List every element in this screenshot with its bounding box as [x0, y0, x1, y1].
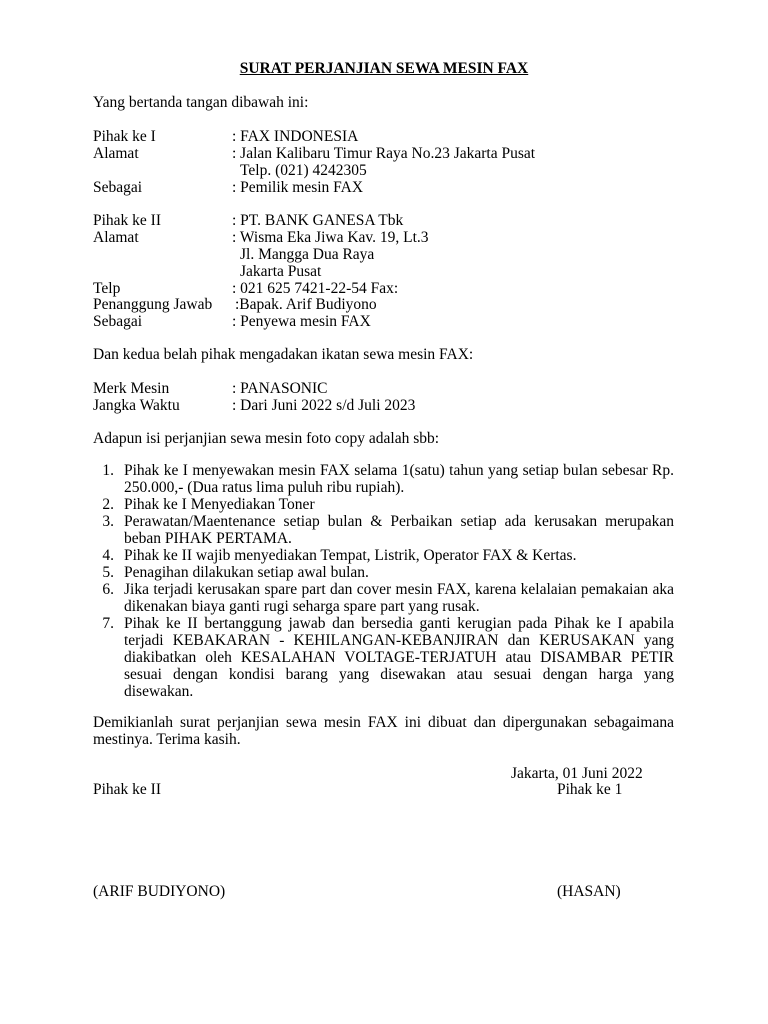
document-title: SURAT PERJANJIAN SEWA MESIN FAX	[239, 60, 529, 77]
signature-left-label: Pihak ke II	[93, 781, 162, 798]
list-item	[93, 513, 674, 547]
term-text: Pihak ke II bertanggung jawab dan bersedia ganti kerugian pada Pihak ke I apabila terjadi KEBAKARAN - KEHILANGAN-KEBANJIRAN dan KERUSAKAN yang diakibatkan oleh KESALAHAN VOLTAGE-TERJATUH atau DISAMBAR PETIR sesuai dengan kondisi barang yang disewakan atau sesuai dengan harga yang disewakan.	[124, 615, 674, 700]
term-text: Pihak ke II wajib menyediakan Tempat, Listrik, Operator FAX & Kertas.	[124, 547, 577, 564]
term-number: 4.	[102, 547, 114, 564]
signature-right-name: (HASAN)	[557, 883, 621, 900]
term-number: 2.	[102, 496, 114, 513]
machine-period-label: Jangka Waktu	[93, 397, 180, 414]
term-text: Penagihan dilakukan setiap awal bulan.	[124, 564, 369, 581]
party2-address-value: : Wisma Eka Jiwa Kav. 19, Lt.3	[232, 229, 429, 246]
binding-text: Dan kedua belah pihak mengadakan ikatan sewa mesin FAX:	[93, 346, 474, 363]
term-number: 1.	[102, 462, 114, 479]
party2-phone-label: Telp	[93, 280, 121, 297]
list-item	[93, 496, 674, 513]
party2-address-line2: Jl. Mangga Dua Raya	[240, 246, 375, 263]
place-date: Jakarta, 01 Juni 2022	[511, 765, 643, 782]
term-text: Perawatan/Maentenance setiap bulan & Perbaikan setiap ada kerusakan merupakan beban PIHAK PERTAMA.	[124, 513, 674, 547]
list-item	[93, 547, 674, 564]
party2-role-value: : Penyewa mesin FAX	[232, 313, 371, 330]
term-text: Pihak ke I menyewakan mesin FAX selama 1(satu) tahun yang setiap bulan sebesar Rp. 250.000,- (Dua ratus lima puluh ribu rupiah).	[124, 462, 674, 496]
terms-intro: Adapun isi perjanjian sewa mesin foto copy adalah sbb:	[93, 430, 440, 447]
term-number: 5.	[102, 564, 114, 581]
party1-label: Pihak ke I	[93, 128, 156, 145]
signature-left-name: (ARIF BUDIYONO)	[93, 883, 226, 900]
intro-text: Yang bertanda tangan dibawah ini:	[93, 94, 309, 111]
party2-address-label: Alamat	[93, 229, 139, 246]
term-number: 6.	[102, 581, 114, 598]
list-item	[93, 615, 674, 700]
party2-pic-value: :Bapak. Arif Budiyono	[235, 296, 377, 313]
closing-paragraph: Demikianlah surat perjanjian sewa mesin FAX ini dibuat dan dipergunakan sebagaimana mestinya. Terima kasih.	[93, 714, 674, 748]
term-text: Pihak ke I Menyediakan Toner	[124, 496, 315, 513]
signature-right-label: Pihak ke 1	[557, 781, 623, 798]
party1-address-phone: Telp. (021) 4242305	[240, 162, 367, 179]
party1-value: : FAX INDONESIA	[232, 128, 359, 145]
party1-role-label: Sebagai	[93, 179, 143, 196]
term-text: Jika terjadi kerusakan spare part dan cover mesin FAX, karena kelalaian pemakaian aka dikenakan biaya ganti rugi seharga spare part yang rusak.	[124, 581, 674, 615]
party2-value: : PT. BANK GANESA Tbk	[232, 212, 404, 229]
party2-label: Pihak ke II	[93, 212, 162, 229]
term-number: 7.	[102, 615, 114, 632]
party1-address-label: Alamat	[93, 145, 139, 162]
party1-address-value: : Jalan Kalibaru Timur Raya No.23 Jakarta Pusat	[232, 145, 536, 162]
machine-period-value: : Dari Juni 2022 s/d Juli 2023	[232, 397, 416, 414]
party2-role-label: Sebagai	[93, 313, 143, 330]
party1-role-value: : Pemilik mesin FAX	[232, 179, 364, 196]
list-item	[93, 462, 674, 496]
party2-phone-value: : 021 625 7421-22-54 Fax:	[232, 280, 399, 297]
term-number: 3.	[102, 513, 114, 530]
list-item	[93, 581, 674, 615]
party2-pic-label: Penanggung Jawab	[93, 296, 213, 313]
list-item	[93, 564, 674, 581]
machine-brand-label: Merk Mesin	[93, 380, 170, 397]
terms-list	[93, 462, 674, 700]
party2-address-line3: Jakarta Pusat	[240, 263, 322, 280]
machine-brand-value: : PANASONIC	[232, 380, 328, 397]
